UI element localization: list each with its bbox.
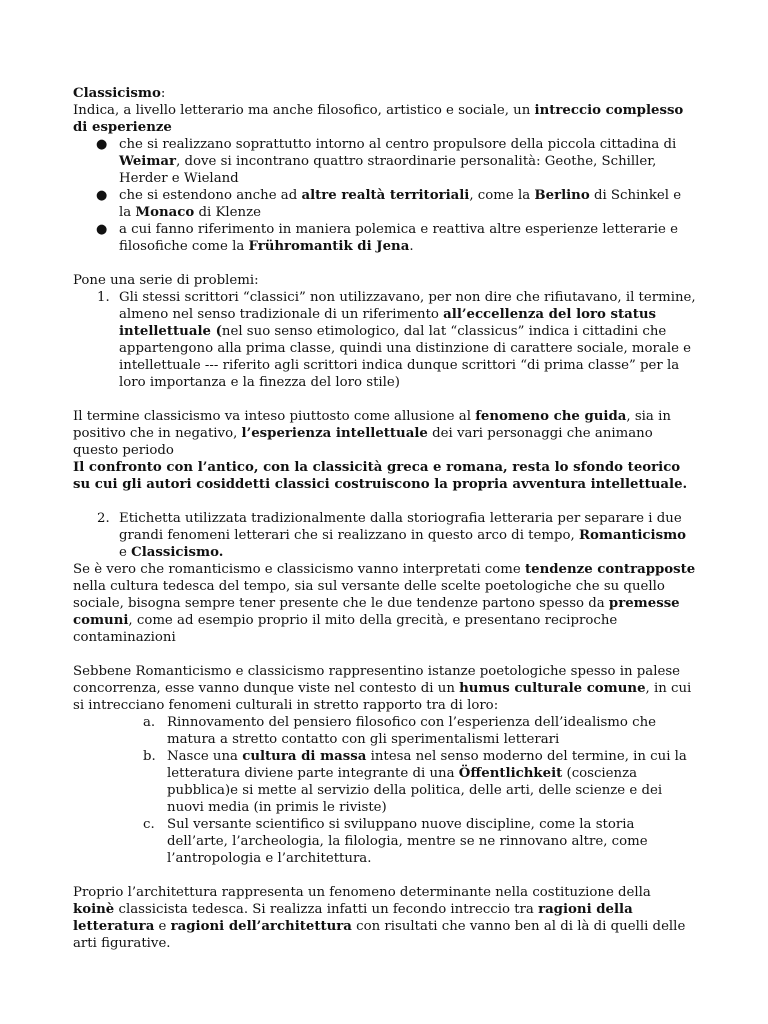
- list-item: [73, 289, 696, 391]
- para-bold: tendenze contrapposte: [524, 562, 696, 577]
- paragraph: [73, 408, 696, 459]
- section-heading: Classicismo:: [73, 86, 166, 101]
- para-text: nella cultura tedesca del tempo, sia sul versante delle scelte poetologiche che su quello sociale, bisogna sempre tener presente che le due tendenze partono spesso da: [73, 579, 665, 611]
- bold-paragraph: [73, 459, 696, 493]
- list-text: nel suo senso etimologico, dal lat “classicus” indica i cittadini che appartengono alla prima classe, quindi una distinzione di carattere sociale, morale e intellettuale --- riferito agli scrittori indica dunque scrittori “di prima classe” per la loro importanza e la finezza del loro stile): [119, 324, 692, 390]
- list-text: a cui fanno riferimento in maniera polemica e reattiva altre esperienze letterarie e filosofiche come la: [119, 222, 678, 254]
- list-text: Nasce una: [167, 749, 243, 764]
- list-text: intesa nel senso moderno del termine, in cui la letteratura diviene parte integrante di una: [167, 749, 687, 781]
- para-text: dei vari personaggi che animano questo periodo: [73, 426, 653, 458]
- list-bold: Classicismo.: [131, 545, 224, 560]
- spacer: [73, 867, 696, 884]
- para-bold: Il confronto con l’antico, con la classicità greca e romana, resta lo sfondo teorico su cui gli autori cosiddetti classici costruiscono la propria avventura intellettuale.: [73, 460, 688, 492]
- list-bold: Öffentlichkeit: [458, 766, 563, 781]
- list-letter: c.: [143, 817, 155, 832]
- intro-text: Indica, a livello letterario ma anche filosofico, artistico e sociale, un: [73, 103, 535, 118]
- list-text: di Schinkel e la: [119, 188, 682, 220]
- list-bold: all’eccellenza del loro status intellettuale (: [119, 307, 657, 339]
- list-letter: a.: [143, 715, 156, 730]
- para-text: , in cui si intrecciano fenomeni culturali in stretto rapporto tra di loro:: [73, 681, 692, 713]
- list-text: .: [409, 239, 414, 254]
- list-bold: Monaco: [135, 205, 195, 220]
- intro-bold: intreccio complesso di esperienze: [73, 103, 684, 135]
- list-bold: Romanticismo: [578, 528, 687, 543]
- list-item: [73, 748, 696, 816]
- spacer: [73, 255, 696, 272]
- bullet-icon: ●: [96, 188, 108, 203]
- spacer: [73, 391, 696, 408]
- para-text: , come ad esempio proprio il mito della grecità, e presentano reciproche contaminazioni: [73, 613, 618, 645]
- para-bold: l’esperienza intellettuale: [241, 426, 428, 441]
- list-number: 1.: [97, 290, 110, 305]
- para-bold: ragioni dell’architettura: [170, 919, 352, 934]
- heading-title: Classicismo: [73, 86, 161, 101]
- list-text: , dove si incontrano quattro straordinarie personalità: Geothe, Schiller, Herder e Wieland: [119, 154, 657, 186]
- list-text: , come la: [469, 188, 535, 203]
- para-bold: fenomeno che guida: [475, 409, 627, 424]
- list-item: [73, 816, 696, 867]
- para-text: Sebbene Romanticismo e classicismo rappresentino istanze poetologiche spesso in palese concorrenza, esse vanno dunque viste nel contesto di un: [73, 664, 681, 696]
- bullet-icon: ●: [96, 222, 108, 237]
- list-letter: b.: [143, 749, 156, 764]
- spacer: [73, 646, 696, 663]
- paragraph: [73, 561, 696, 646]
- list-text: che si estendono anche ad: [119, 188, 302, 203]
- list-item: [73, 714, 696, 748]
- para-text: e: [154, 919, 171, 934]
- list-bold: cultura di massa: [242, 749, 367, 764]
- list-text: Etichetta utilizzata tradizionalmente dalla storiografia letteraria per separare i due grandi fenomeni letterari che si realizzano in questo arco di tempo,: [119, 511, 682, 543]
- list-text: Gli stessi scrittori “classici” non utilizzavano, per non dire che rifiutavano, il termine, almeno nel senso tradizionale di un riferimento: [119, 290, 696, 322]
- list-text: (coscienza pubblica)e si mette al servizio della politica, delle arti, delle scienze e dei nuovi media (in primis le riviste): [167, 766, 663, 815]
- numbered-list: [73, 510, 696, 561]
- list-number: 2.: [97, 511, 110, 526]
- para-text: Se è vero che romanticismo e classicismo vanno interpretati come: [73, 562, 525, 577]
- para-text: classicista tedesca. Si realizza infatti un fecondo intreccio tra: [114, 902, 539, 917]
- paragraph: [73, 884, 696, 952]
- list-text: e: [119, 545, 132, 560]
- list-bold: Weimar: [119, 154, 177, 169]
- list-item: [73, 221, 696, 255]
- list-bold: Frühromantik di Jena: [248, 239, 410, 254]
- paragraph: [73, 663, 696, 714]
- para-bold: humus culturale comune: [459, 681, 646, 696]
- list-text: Rinnovamento del pensiero filosofico con l’esperienza dell’idealismo che matura a stretto contatto con gli sperimentalismi letterari: [167, 715, 657, 747]
- list-item: [73, 136, 696, 187]
- list-bold: altre realtà territoriali: [301, 188, 470, 203]
- bullet-list: [73, 136, 696, 255]
- para-text: Il termine classicismo va inteso piuttosto come allusione al: [73, 409, 476, 424]
- list-item: [73, 187, 696, 221]
- list-item: [73, 510, 696, 561]
- problems-intro: Pone una serie di problemi:: [73, 273, 259, 288]
- para-bold: ragioni della letteratura: [73, 902, 633, 934]
- para-text: , sia in positivo che in negativo,: [73, 409, 671, 441]
- numbered-list: [73, 289, 696, 391]
- spacer: [73, 493, 696, 510]
- list-bold: Berlino: [534, 188, 590, 203]
- para-text: Proprio l’architettura rappresenta un fenomeno determinante nella costituzione della: [73, 885, 651, 900]
- para-text: con risultati che vanno ben al di là di quelli delle arti figurative.: [73, 919, 686, 951]
- bullet-icon: ●: [96, 137, 108, 152]
- list-text: di Klenze: [194, 205, 261, 220]
- para-bold: premesse comuni: [73, 596, 680, 628]
- intro-paragraph: [73, 102, 696, 136]
- list-text: Sul versante scientifico si sviluppano nuove discipline, come la storia dell’arte, l’archeologia, la filologia, mentre se ne rinnovano altre, come l’antropologia e l’architettura.: [167, 817, 648, 866]
- para-bold: koinè: [73, 902, 115, 917]
- lettered-list: [73, 714, 696, 867]
- list-text: che si realizzano soprattutto intorno al centro propulsore della piccola cittadina di: [119, 137, 677, 152]
